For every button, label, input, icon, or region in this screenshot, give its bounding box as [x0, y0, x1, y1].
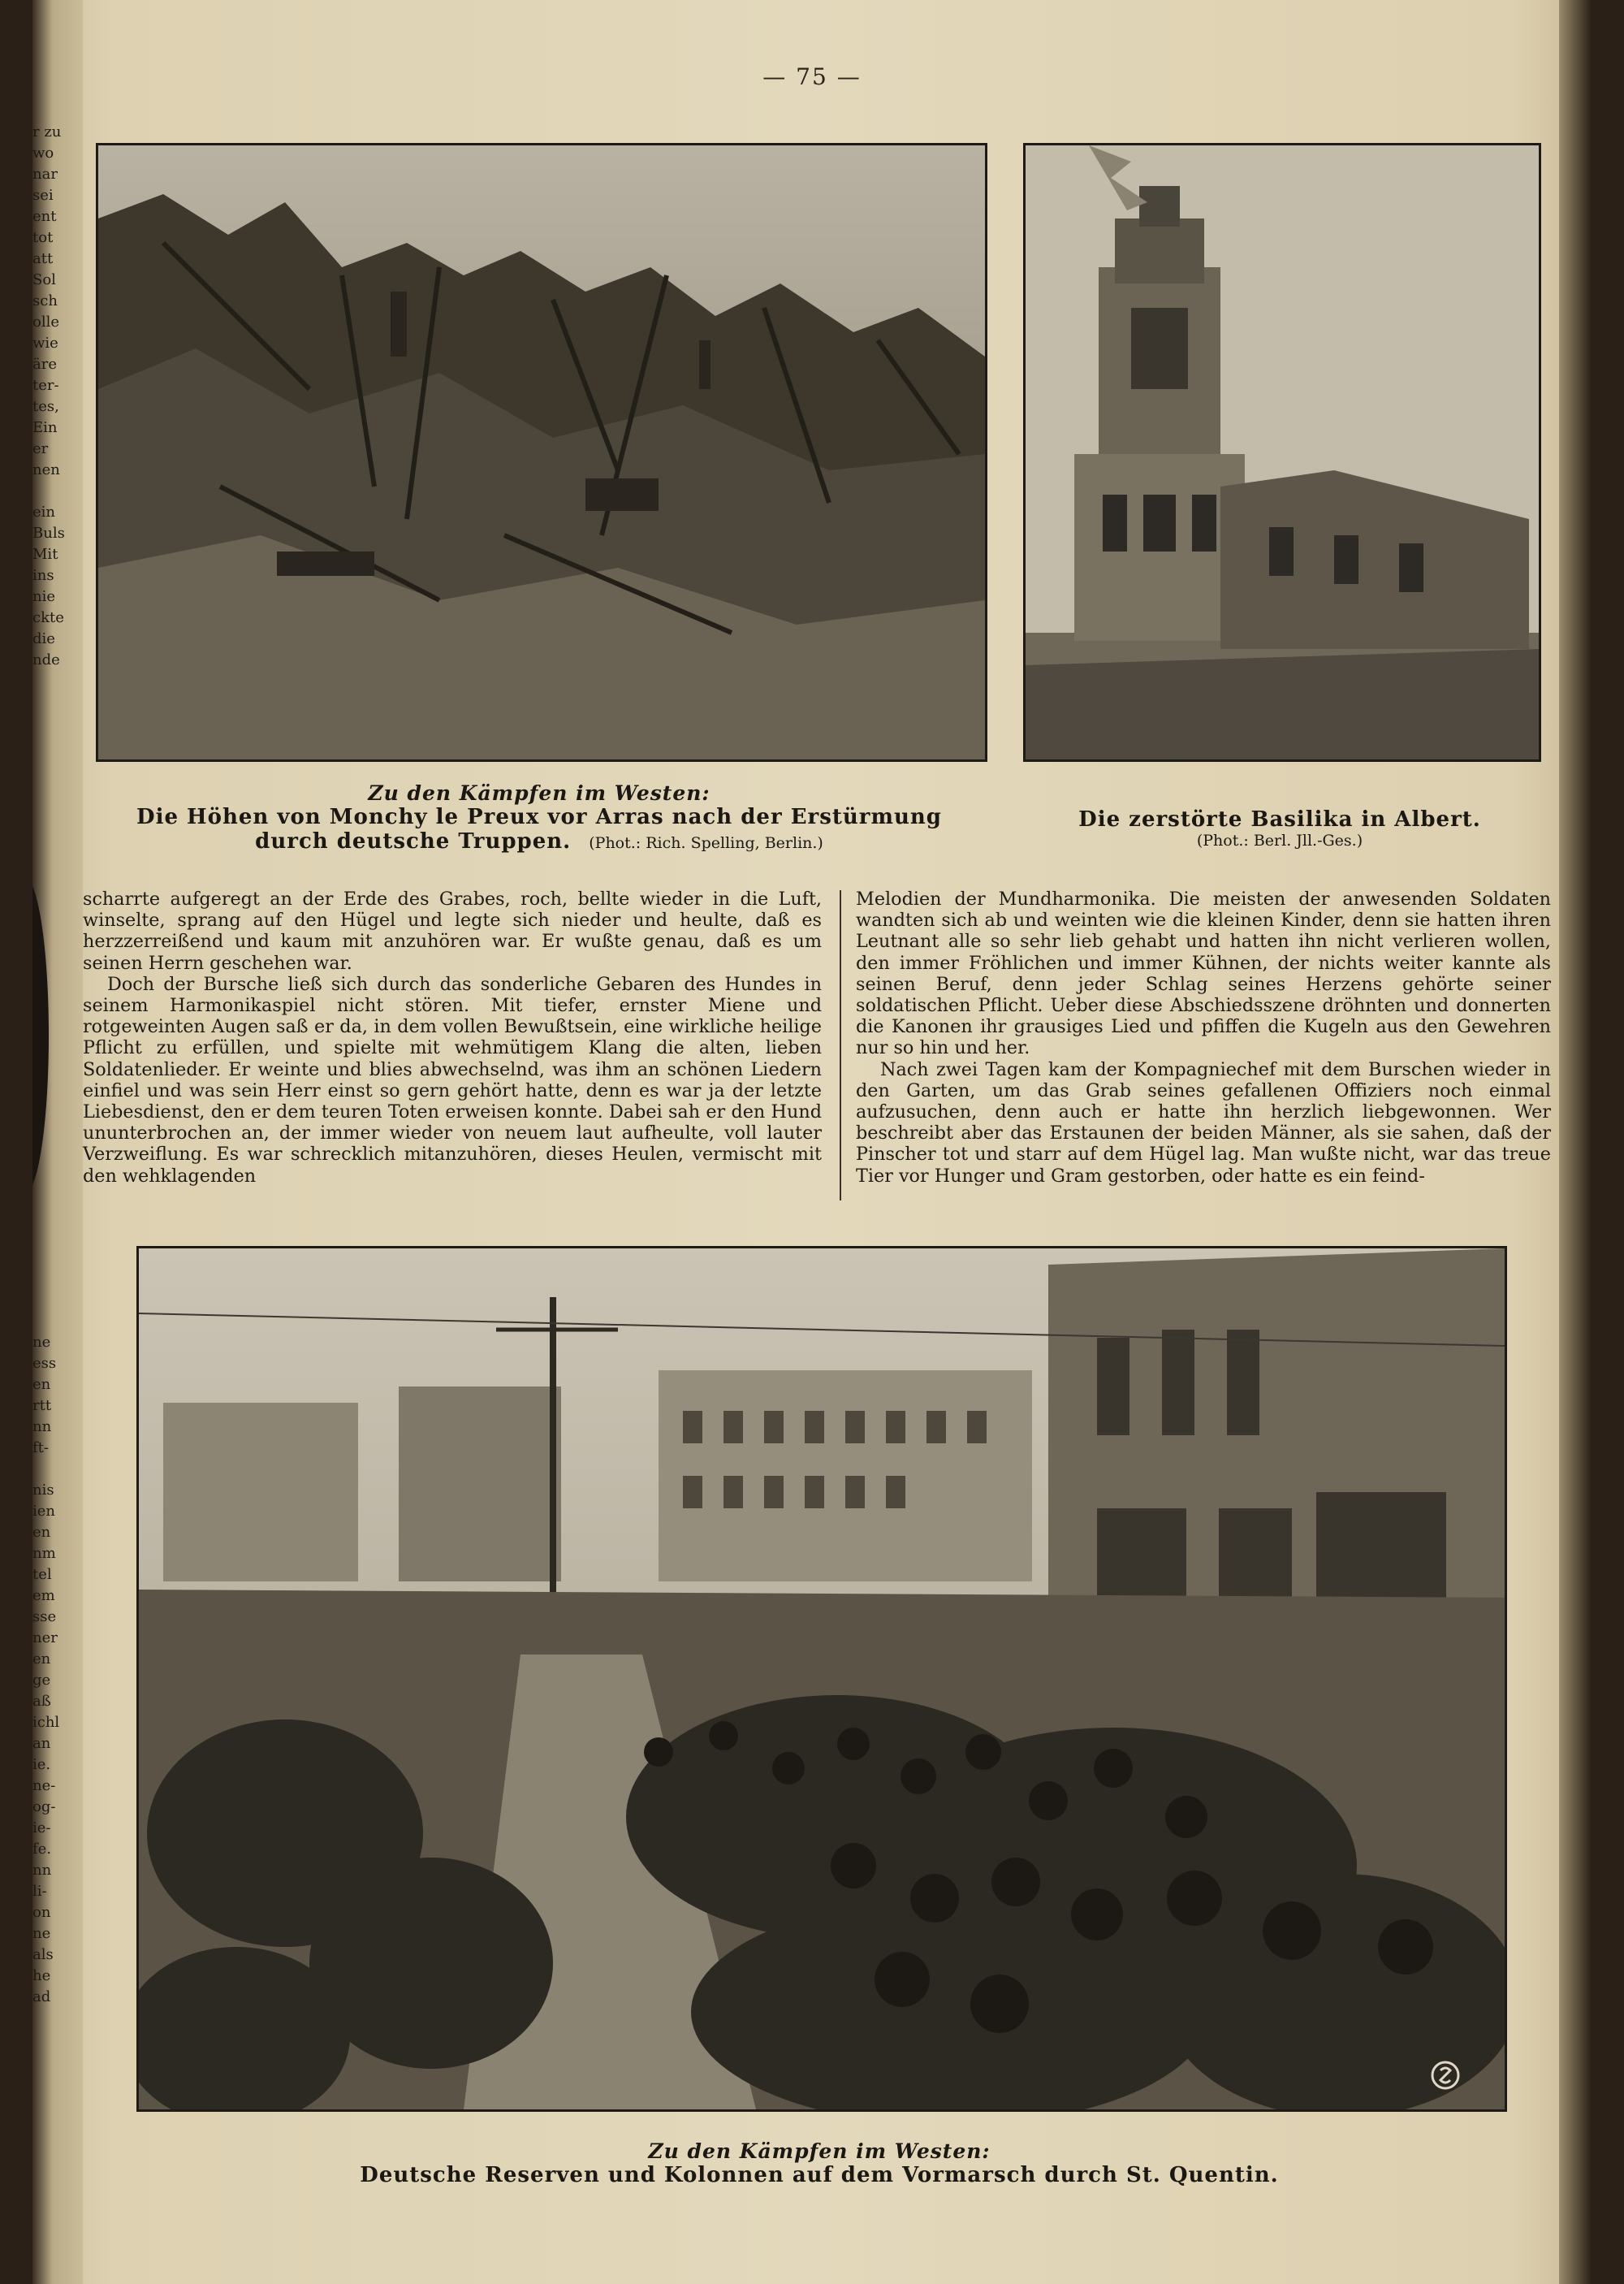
previous-page-fragment-line: sei: [32, 187, 54, 204]
photo-monchy-ruins: [96, 143, 987, 762]
column-divider: [840, 890, 841, 1200]
previous-page-fragment-line: nis: [32, 1482, 54, 1499]
previous-page-fragment-line: nn: [32, 1418, 52, 1435]
previous-page-fragment-line: wo: [32, 145, 54, 162]
previous-page-fragment-line: nde: [32, 651, 60, 668]
previous-page-fragment-line: äre: [32, 356, 57, 373]
previous-page-fragment-line: Sol: [32, 271, 56, 288]
previous-page-fragment-line: og-: [32, 1798, 56, 1815]
previous-page-fragment-line: sch: [32, 292, 58, 309]
previous-page-fragment-line: ie.: [32, 1756, 51, 1773]
previous-page-fragment-line: ge: [32, 1672, 51, 1689]
previous-page-fragment-line: ie-: [32, 1819, 51, 1836]
page-number: — 75 —: [762, 63, 862, 90]
previous-page-fragment-line: Ein: [32, 419, 58, 436]
article-right-paragraph-1: Melodien der Mundharmonika. Die meisten der anwesenden Soldaten wandten sich ab und weinten wie die kleinen Kinder, denn sie hatten ihren Leutnant alle so sehr lieb gehabt und hatten ihn nicht verlieren wollen, den immer Fröhlichen und immer Kühnen, der nichts weiter kannte als seinen Beruf, denn jeder Schlag seines Herzens gehörte seiner soldatischen Pflicht. Ueber diese Abschiedsszene dröhnten und donnerten die Kanonen ihr grausiges Lied und pfiffen die Kugeln aus den Gewehren nur so hin und her.: [856, 889, 1551, 1059]
article-left-paragraph-1: scharrte aufgeregt an der Erde des Grabes, roch, bellte wieder in die Luft, winselte, sprang auf den Hügel und legte sich nieder und heulte, daß es herzzerreißend und kaum mit anzuhören war. Er wußte genau, daß es um seinen Herrn geschehen war.: [83, 889, 822, 974]
previous-page-fragment-line: he: [32, 1967, 51, 1984]
previous-page-fragment-line: tel: [32, 1566, 52, 1583]
previous-page-fragment-line: ins: [32, 567, 54, 584]
page-right-edge: [1559, 0, 1592, 2284]
caption-albert-credit: (Phot.: Berl. Jll.-Ges.): [1196, 832, 1363, 850]
previous-page-fragment-line: tot: [32, 229, 54, 246]
previous-page-text-bottom: [32, 1332, 81, 2008]
previous-page-fragment-line: tes,: [32, 398, 59, 415]
previous-page-fragment-line: ichl: [32, 1714, 60, 1731]
previous-page-fragment-line: nm: [32, 1545, 56, 1562]
previous-page-fragment-line: sse: [32, 1608, 57, 1625]
previous-page-fragment-line: fe.: [32, 1841, 52, 1858]
previous-page-fragment-line: en: [32, 1650, 51, 1668]
previous-page-fragment-line: nar: [32, 166, 58, 183]
previous-page-fragment-line: er: [32, 440, 49, 457]
previous-page-fragment-line: ein: [32, 504, 56, 521]
caption-albert: [1023, 807, 1536, 850]
previous-page-fragment-line: on: [32, 1904, 51, 1921]
newspaper-page: [32, 0, 1592, 2284]
photo-albert-basilica: [1023, 143, 1541, 762]
previous-page-fragment-line: ess: [32, 1355, 57, 1372]
previous-page-fragment-line: ne-: [32, 1777, 56, 1794]
previous-page-fragment-line: an: [32, 1735, 51, 1752]
photo-st-quentin-march: [136, 1246, 1507, 2112]
caption-st-quentin: [136, 2139, 1502, 2187]
previous-page-fragment-line: [32, 1459, 81, 1480]
previous-page-fragment-line: ne: [32, 1925, 51, 1942]
previous-page-fragment-line: ter-: [32, 377, 59, 394]
caption-monchy-credit: (Phot.: Rich. Spelling, Berlin.): [589, 834, 823, 852]
previous-page-fragment-line: ien: [32, 1503, 56, 1520]
previous-page-fragment-line: ner: [32, 1629, 58, 1646]
previous-page-fragment-line: ft-: [32, 1439, 49, 1456]
previous-page-fragment-line: [32, 481, 81, 502]
previous-page-fragment-line: li-: [32, 1883, 47, 1900]
caption-monchy-title-line1: Die Höhen von Monchy le Preux vor Arras nach der Erstürmung: [136, 805, 942, 829]
previous-page-fragment-line: rtt: [32, 1397, 52, 1414]
previous-page-fragment-line: Buls: [32, 525, 65, 542]
previous-page-fragment-line: r zu: [32, 123, 62, 141]
previous-page-fragment-line: nn: [32, 1862, 52, 1879]
binding-shadow: [32, 877, 49, 1194]
article-column-left: [83, 889, 822, 1187]
article-column-right: [856, 889, 1551, 1187]
previous-page-fragment-line: em: [32, 1587, 55, 1604]
previous-page-fragment-line: ent: [32, 208, 57, 225]
previous-page-fragment-line: ckte: [32, 609, 64, 626]
previous-page-fragment-line: ne: [32, 1334, 51, 1351]
previous-page-fragment-line: att: [32, 250, 54, 267]
caption-albert-title: Die zerstörte Basilika in Albert.: [1078, 807, 1481, 832]
previous-page-fragment-line: nen: [32, 461, 60, 478]
photographer-monogram-icon: [1429, 2059, 1462, 2092]
previous-page-fragment-line: en: [32, 1376, 51, 1393]
article-right-paragraph-2: Nach zwei Tagen kam der Kompagniechef mit dem Burschen wieder in den Garten, um das Grab seines gefallenen Offiziers noch einmal aufzusuchen, denn auch er hatte ihn herzlich liebgewonnen. Wer beschreibt aber das Erstaunen der beiden Männer, als sie sahen, daß der Pinscher tot und starr auf dem Hügel lag. Man wußte nicht, war das treue Tier vor Hunger und Gram gestorben, oder hatte es ein feind-: [856, 1058, 1551, 1187]
previous-page-fragment-line: olle: [32, 314, 60, 331]
previous-page-text-top: [32, 122, 81, 671]
previous-page-fragment-line: die: [32, 630, 55, 647]
previous-page-fragment-line: Mit: [32, 546, 58, 563]
previous-page-fragment-line: aß: [32, 1693, 51, 1710]
previous-page-fragment-line: wie: [32, 335, 58, 352]
previous-page-fragment-line: als: [32, 1946, 54, 1963]
article-left-paragraph-2: Doch der Bursche ließ sich durch das sonderliche Gebaren des Hundes in seinem Harmonikaspiel nicht stören. Mit tiefer, ernster Miene und rotgeweinten Augen saß er da, in dem vollen Bewußtsein, eine wirkliche heilige Pflicht zu erfüllen, und spielte mit wehmütigem Klang die alten, lieben Soldatenlieder. Er weinte und blies abwechselnd, was ihm an schönen Liedern einfiel und was sein Herr einst so gern gehört hatte, denn es war ja der letzte Liebesdienst, den er dem teuren Toten erweisen konnte. Dabei sah er den Hund ununterbrochen an, der immer wieder von neuem laut aufheulte, voll lauter Verzweiflung. Es war schrecklich mitanzuhören, dieses Heulen, vermischt mit den wehklagenden: [83, 973, 822, 1187]
caption-st-quentin-title: Deutsche Reserven und Kolonnen auf dem Vormarsch durch St. Quentin.: [360, 2163, 1279, 2187]
previous-page-fragment-line: ad: [32, 1988, 51, 2005]
caption-monchy: [96, 781, 983, 854]
caption-st-quentin-lead: Zu den Kämpfen im Westen:: [648, 2139, 991, 2163]
previous-page-edge: [32, 0, 83, 2284]
previous-page-fragment-line: en: [32, 1524, 51, 1541]
caption-monchy-lead: Zu den Kämpfen im Westen:: [368, 781, 710, 805]
caption-monchy-title-line2: durch deutsche Truppen.: [255, 829, 572, 854]
previous-page-fragment-line: nie: [32, 588, 56, 605]
